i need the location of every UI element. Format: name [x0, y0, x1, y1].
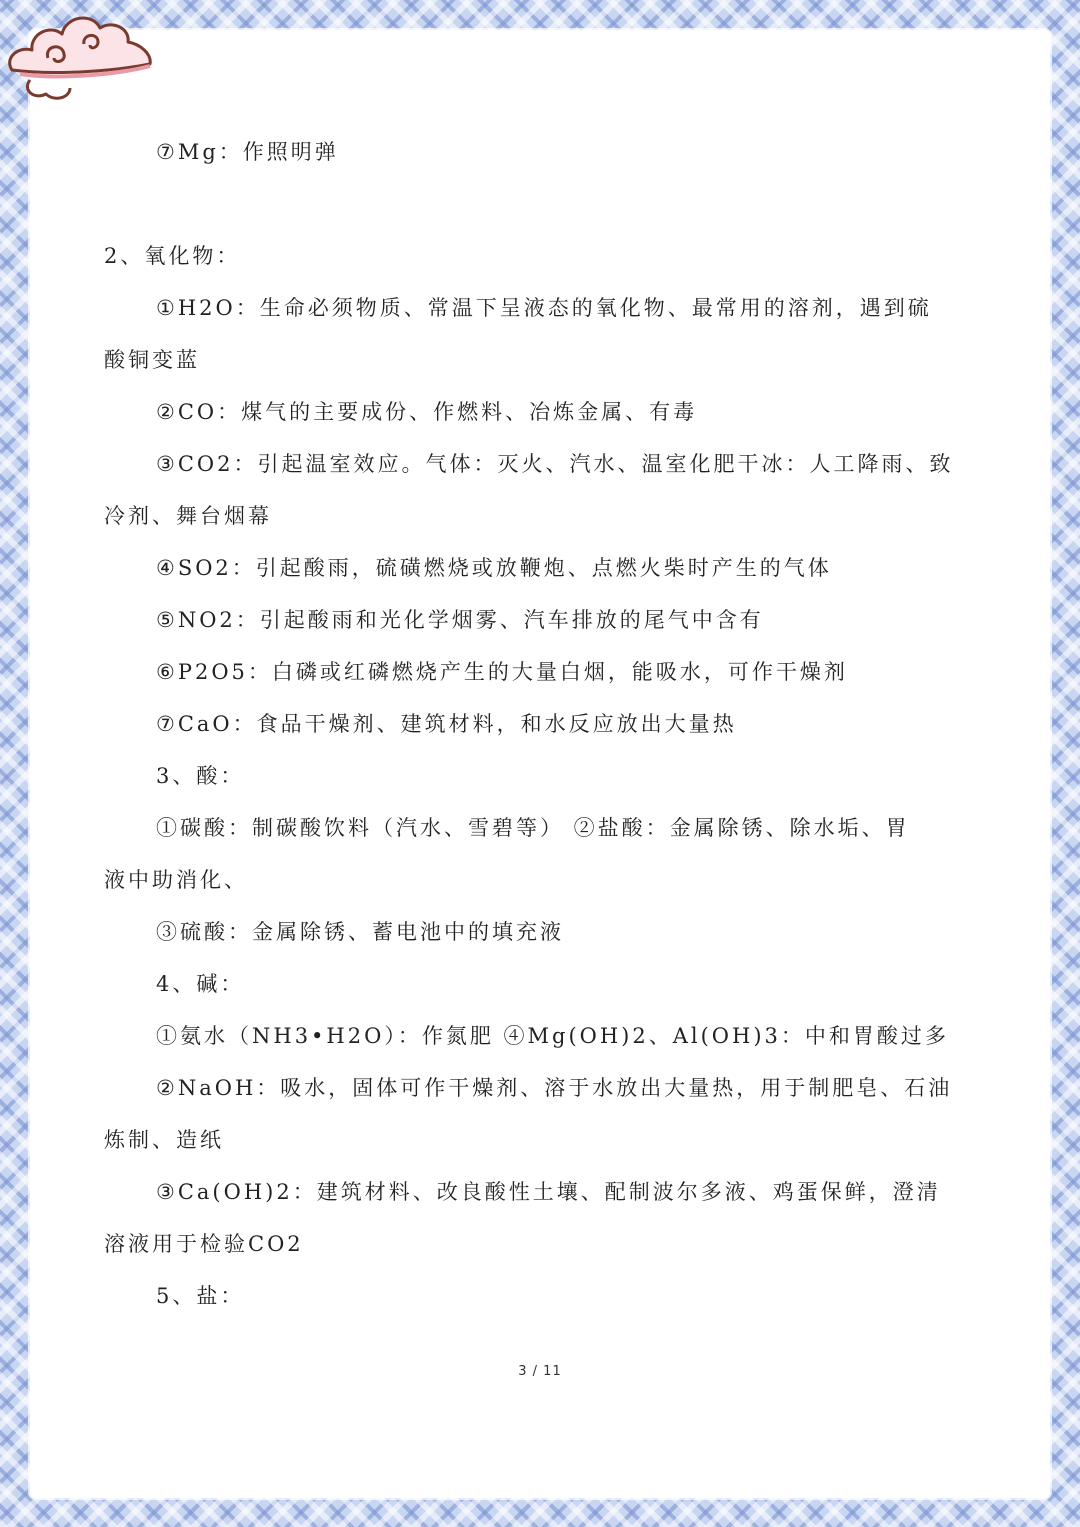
text-line: 溶液用于检验CO2	[104, 1232, 304, 1256]
text-line: ①氨水（NH3•H2O）：作氮肥 ④Mg(OH)2、Al(OH)3：中和胃酸过多	[156, 1024, 949, 1048]
text-line: ⑥P2O5：白磷或红磷燃烧产生的大量白烟，能吸水，可作干燥剂	[156, 660, 848, 684]
text-line: 酸铜变蓝	[104, 348, 200, 372]
section-heading-oxides: 2、氧化物：	[104, 244, 241, 268]
text-line: ③CO2：引起温室效应。气体：灭火、汽水、温室化肥干冰：人工降雨、致	[156, 452, 954, 476]
text-line: ③硫酸：金属除锈、蓄电池中的填充液	[156, 920, 564, 944]
text-line: 冷剂、舞台烟幕	[104, 504, 272, 528]
text-line: ⑦CaO：食品干燥剂、建筑材料，和水反应放出大量热	[156, 712, 737, 736]
text-line: ⑤NO2：引起酸雨和光化学烟雾、汽车排放的尾气中含有	[156, 608, 764, 632]
section-heading-acids: 3、酸：	[156, 764, 245, 788]
page-number: 3 / 11	[518, 1364, 562, 1379]
text-line: ①碳酸：制碳酸饮料（汽水、雪碧等） ②盐酸：金属除锈、除水垢、胃	[156, 816, 910, 840]
text-line: ②NaOH：吸水，固体可作干燥剂、溶于水放出大量热，用于制肥皂、石油	[156, 1076, 953, 1100]
text-line: ②CO：煤气的主要成份、作燃料、冶炼金属、有毒	[156, 400, 698, 424]
section-heading-salts: 5、盐：	[156, 1284, 245, 1308]
text-line: ④SO2：引起酸雨，硫磺燃烧或放鞭炮、点燃火柴时产生的气体	[156, 556, 832, 580]
text-line: 炼制、造纸	[104, 1128, 224, 1152]
cloud-decoration-icon	[0, 0, 160, 105]
text-line: ③Ca(OH)2：建筑材料、改良酸性土壤、配制波尔多液、鸡蛋保鲜，澄清	[156, 1180, 941, 1204]
text-line: ①H2O：生命必须物质、常温下呈液态的氧化物、最常用的溶剂，遇到硫	[156, 296, 932, 320]
text-line: ⑦Mg：作照明弹	[156, 140, 339, 164]
section-heading-bases: 4、碱：	[156, 972, 245, 996]
text-line: 液中助消化、	[104, 868, 248, 892]
